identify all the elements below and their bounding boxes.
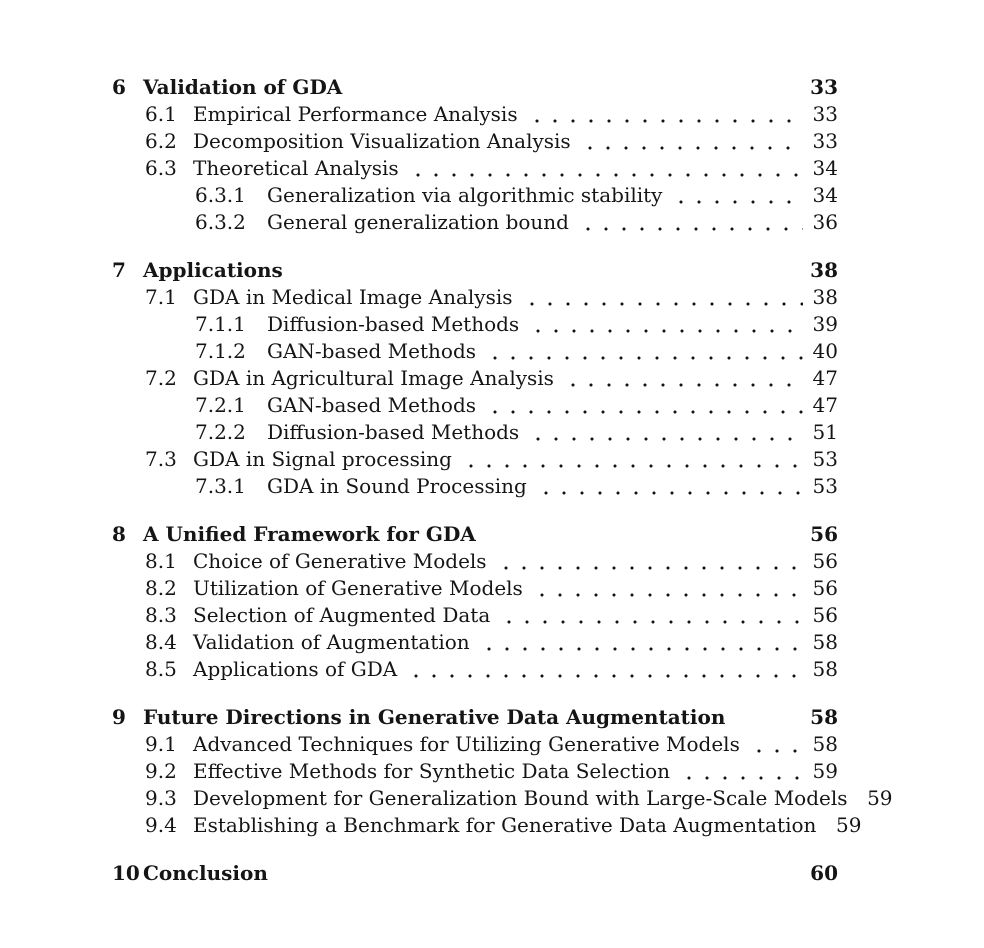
dot-leader xyxy=(528,101,803,128)
toc-entry-title: Diffusion-based Methods xyxy=(267,420,520,444)
toc-entry-number: 9.4 xyxy=(145,813,177,837)
toc-entry-title: Utilization of Generative Models xyxy=(193,576,523,600)
dot-leader xyxy=(529,311,803,338)
toc-entry[interactable] xyxy=(112,446,838,473)
toc-entry-title: Development for Generalization Bound with Large-Scale Models xyxy=(193,786,848,810)
toc-entry-number: 8.5 xyxy=(145,657,177,681)
toc-entry-page: 59 xyxy=(867,786,893,810)
toc-entry[interactable] xyxy=(112,602,838,629)
toc-entry-page: 36 xyxy=(812,210,838,234)
toc-entry-page: 33 xyxy=(810,75,838,99)
toc-entry-number: 6.3 xyxy=(145,156,177,180)
toc-entry-title: GAN-based Methods xyxy=(267,339,477,363)
toc-entry-title: GDA in Signal processing xyxy=(193,447,452,471)
toc-entry[interactable] xyxy=(112,758,838,785)
toc-entry-number: 8.1 xyxy=(145,549,177,573)
toc-entry-page: 47 xyxy=(812,366,838,390)
toc-entry-page: 58 xyxy=(812,732,838,756)
toc-entry-number: 8 xyxy=(112,522,126,546)
dot-leader xyxy=(409,155,803,182)
toc-entry-page: 38 xyxy=(812,285,838,309)
toc-entry-page: 53 xyxy=(812,474,838,498)
toc-entry-page: 56 xyxy=(812,576,838,600)
toc-entry-page: 59 xyxy=(812,759,838,783)
toc-entry[interactable] xyxy=(112,284,838,311)
dot-leader xyxy=(352,74,803,101)
dot-leader xyxy=(672,182,803,209)
dot-leader xyxy=(735,704,803,731)
toc-entry-title: Advanced Techniques for Utilizing Generative Models xyxy=(193,732,740,756)
dot-leader xyxy=(537,473,803,500)
toc-entry-number: 6.1 xyxy=(145,102,177,126)
toc-entry-number: 9.2 xyxy=(145,759,177,783)
toc-entry-title: Generalization via algorithmic stability xyxy=(267,183,663,207)
dot-leader xyxy=(533,575,803,602)
toc-entry-number: 7.3 xyxy=(145,447,177,471)
dot-leader xyxy=(486,338,803,365)
toc-entry-number: 7.2 xyxy=(145,366,177,390)
dot-leader xyxy=(486,392,803,419)
toc-entry[interactable] xyxy=(112,74,838,101)
toc-entry[interactable] xyxy=(112,209,838,236)
toc-entry-number: 6.3.2 xyxy=(195,210,246,234)
toc-entry-page: 33 xyxy=(812,102,838,126)
toc-entry-title: Effective Methods for Synthetic Data Selection xyxy=(193,759,671,783)
toc-entry[interactable] xyxy=(112,656,838,683)
toc-entry-title: GDA in Sound Processing xyxy=(267,474,527,498)
toc-entry[interactable] xyxy=(112,629,838,656)
toc-entry[interactable] xyxy=(112,365,838,392)
toc-entry[interactable] xyxy=(112,548,838,575)
toc-entry-title: GAN-based Methods xyxy=(267,393,477,417)
toc-entry-title: Conclusion xyxy=(143,861,268,885)
toc-entry-number: 6 xyxy=(112,75,126,99)
toc-entry[interactable] xyxy=(112,257,838,284)
toc-entry[interactable] xyxy=(112,311,838,338)
toc-entry-page: 53 xyxy=(812,447,838,471)
toc-entry-title: Decomposition Visualization Analysis xyxy=(193,129,571,153)
toc-entry-title: A Unified Framework for GDA xyxy=(143,522,476,546)
toc xyxy=(112,74,893,887)
toc-entry-title: Validation of GDA xyxy=(143,75,343,99)
toc-entry-title: Applications of GDA xyxy=(193,657,398,681)
toc-entry-title: General generalization bound xyxy=(267,210,569,234)
toc-entry[interactable] xyxy=(112,473,838,500)
toc-entry-page: 56 xyxy=(810,522,838,546)
toc-entry-page: 40 xyxy=(812,339,838,363)
toc-entry[interactable] xyxy=(112,419,838,446)
dot-leader xyxy=(680,758,803,785)
toc-entry-number: 10 xyxy=(112,861,140,885)
toc-entry-page: 38 xyxy=(810,258,838,282)
dot-leader xyxy=(462,446,803,473)
dot-leader xyxy=(407,656,803,683)
toc-entry-number: 7.3.1 xyxy=(195,474,246,498)
toc-entry-number: 7.2.1 xyxy=(195,393,246,417)
toc-entry-title: Selection of Augmented Data xyxy=(193,603,491,627)
toc-entry-number: 9.1 xyxy=(145,732,177,756)
toc-entry-title: GDA in Agricultural Image Analysis xyxy=(193,366,554,390)
dot-leader xyxy=(523,284,804,311)
toc-entry-page: 51 xyxy=(812,420,838,444)
dot-leader xyxy=(293,257,803,284)
toc-entry[interactable] xyxy=(112,731,838,758)
toc-entry[interactable] xyxy=(112,338,838,365)
toc-entry-page: 58 xyxy=(812,630,838,654)
toc-entry-title: Theoretical Analysis xyxy=(193,156,399,180)
dot-leader xyxy=(497,548,803,575)
toc-entry-page: 56 xyxy=(812,603,838,627)
toc-entry-number: 8.2 xyxy=(145,576,177,600)
toc-entry-page: 58 xyxy=(812,657,838,681)
toc-entry[interactable] xyxy=(112,812,862,839)
toc-entry-number: 8.3 xyxy=(145,603,177,627)
toc-entry[interactable] xyxy=(112,182,838,209)
dot-leader xyxy=(564,365,803,392)
toc-entry[interactable] xyxy=(112,392,838,419)
toc-entry[interactable] xyxy=(112,128,838,155)
dot-leader xyxy=(750,731,803,758)
toc-entry-page: 34 xyxy=(812,183,838,207)
toc-entry-title: Empirical Performance Analysis xyxy=(193,102,518,126)
dot-leader xyxy=(278,860,803,887)
toc-entry-number: 7.1.1 xyxy=(195,312,246,336)
toc-entry-title: Choice of Generative Models xyxy=(193,549,487,573)
toc-entry-number: 6.3.1 xyxy=(195,183,246,207)
toc-entry[interactable] xyxy=(112,704,838,731)
toc-entry[interactable] xyxy=(112,101,838,128)
dot-leader xyxy=(529,419,803,446)
toc-entry-number: 9.3 xyxy=(145,786,177,810)
toc-entry-title: Establishing a Benchmark for Generative Data Augmentation xyxy=(193,813,817,837)
toc-entry-page: 56 xyxy=(812,549,838,573)
toc-entry-number: 7.2.2 xyxy=(195,420,246,444)
toc-entry[interactable] xyxy=(112,860,838,887)
toc-entry-title: GDA in Medical Image Analysis xyxy=(193,285,513,309)
toc-entry[interactable] xyxy=(112,575,838,602)
toc-entry-title: Future Directions in Generative Data Augmentation xyxy=(143,705,726,729)
toc-entry-page: 59 xyxy=(835,813,862,837)
toc-entry-number: 7.1.2 xyxy=(195,339,246,363)
toc-entry[interactable] xyxy=(112,785,893,812)
toc-entry-page: 58 xyxy=(810,705,838,729)
toc-entry-page: 34 xyxy=(812,156,838,180)
toc-entry[interactable] xyxy=(112,521,838,548)
dot-leader xyxy=(581,128,803,155)
toc-entry[interactable] xyxy=(112,155,838,182)
dot-leader xyxy=(500,602,803,629)
toc-entry-page: 39 xyxy=(812,312,838,336)
dot-leader xyxy=(579,209,803,236)
toc-entry-page: 33 xyxy=(812,129,838,153)
toc-entry-number: 9 xyxy=(112,705,126,729)
dot-leader xyxy=(486,521,803,548)
toc-entry-number: 7 xyxy=(112,258,126,282)
toc-entry-title: Diffusion-based Methods xyxy=(267,312,520,336)
toc-entry-title: Validation of Augmentation xyxy=(193,630,470,654)
toc-entry-number: 7.1 xyxy=(145,285,177,309)
toc-entry-number: 8.4 xyxy=(145,630,177,654)
toc-entry-number: 6.2 xyxy=(145,129,177,153)
toc-entry-page: 60 xyxy=(810,861,838,885)
dot-leader xyxy=(480,629,803,656)
toc-entry-title: Applications xyxy=(143,258,283,282)
toc-entry-page: 47 xyxy=(812,393,838,417)
